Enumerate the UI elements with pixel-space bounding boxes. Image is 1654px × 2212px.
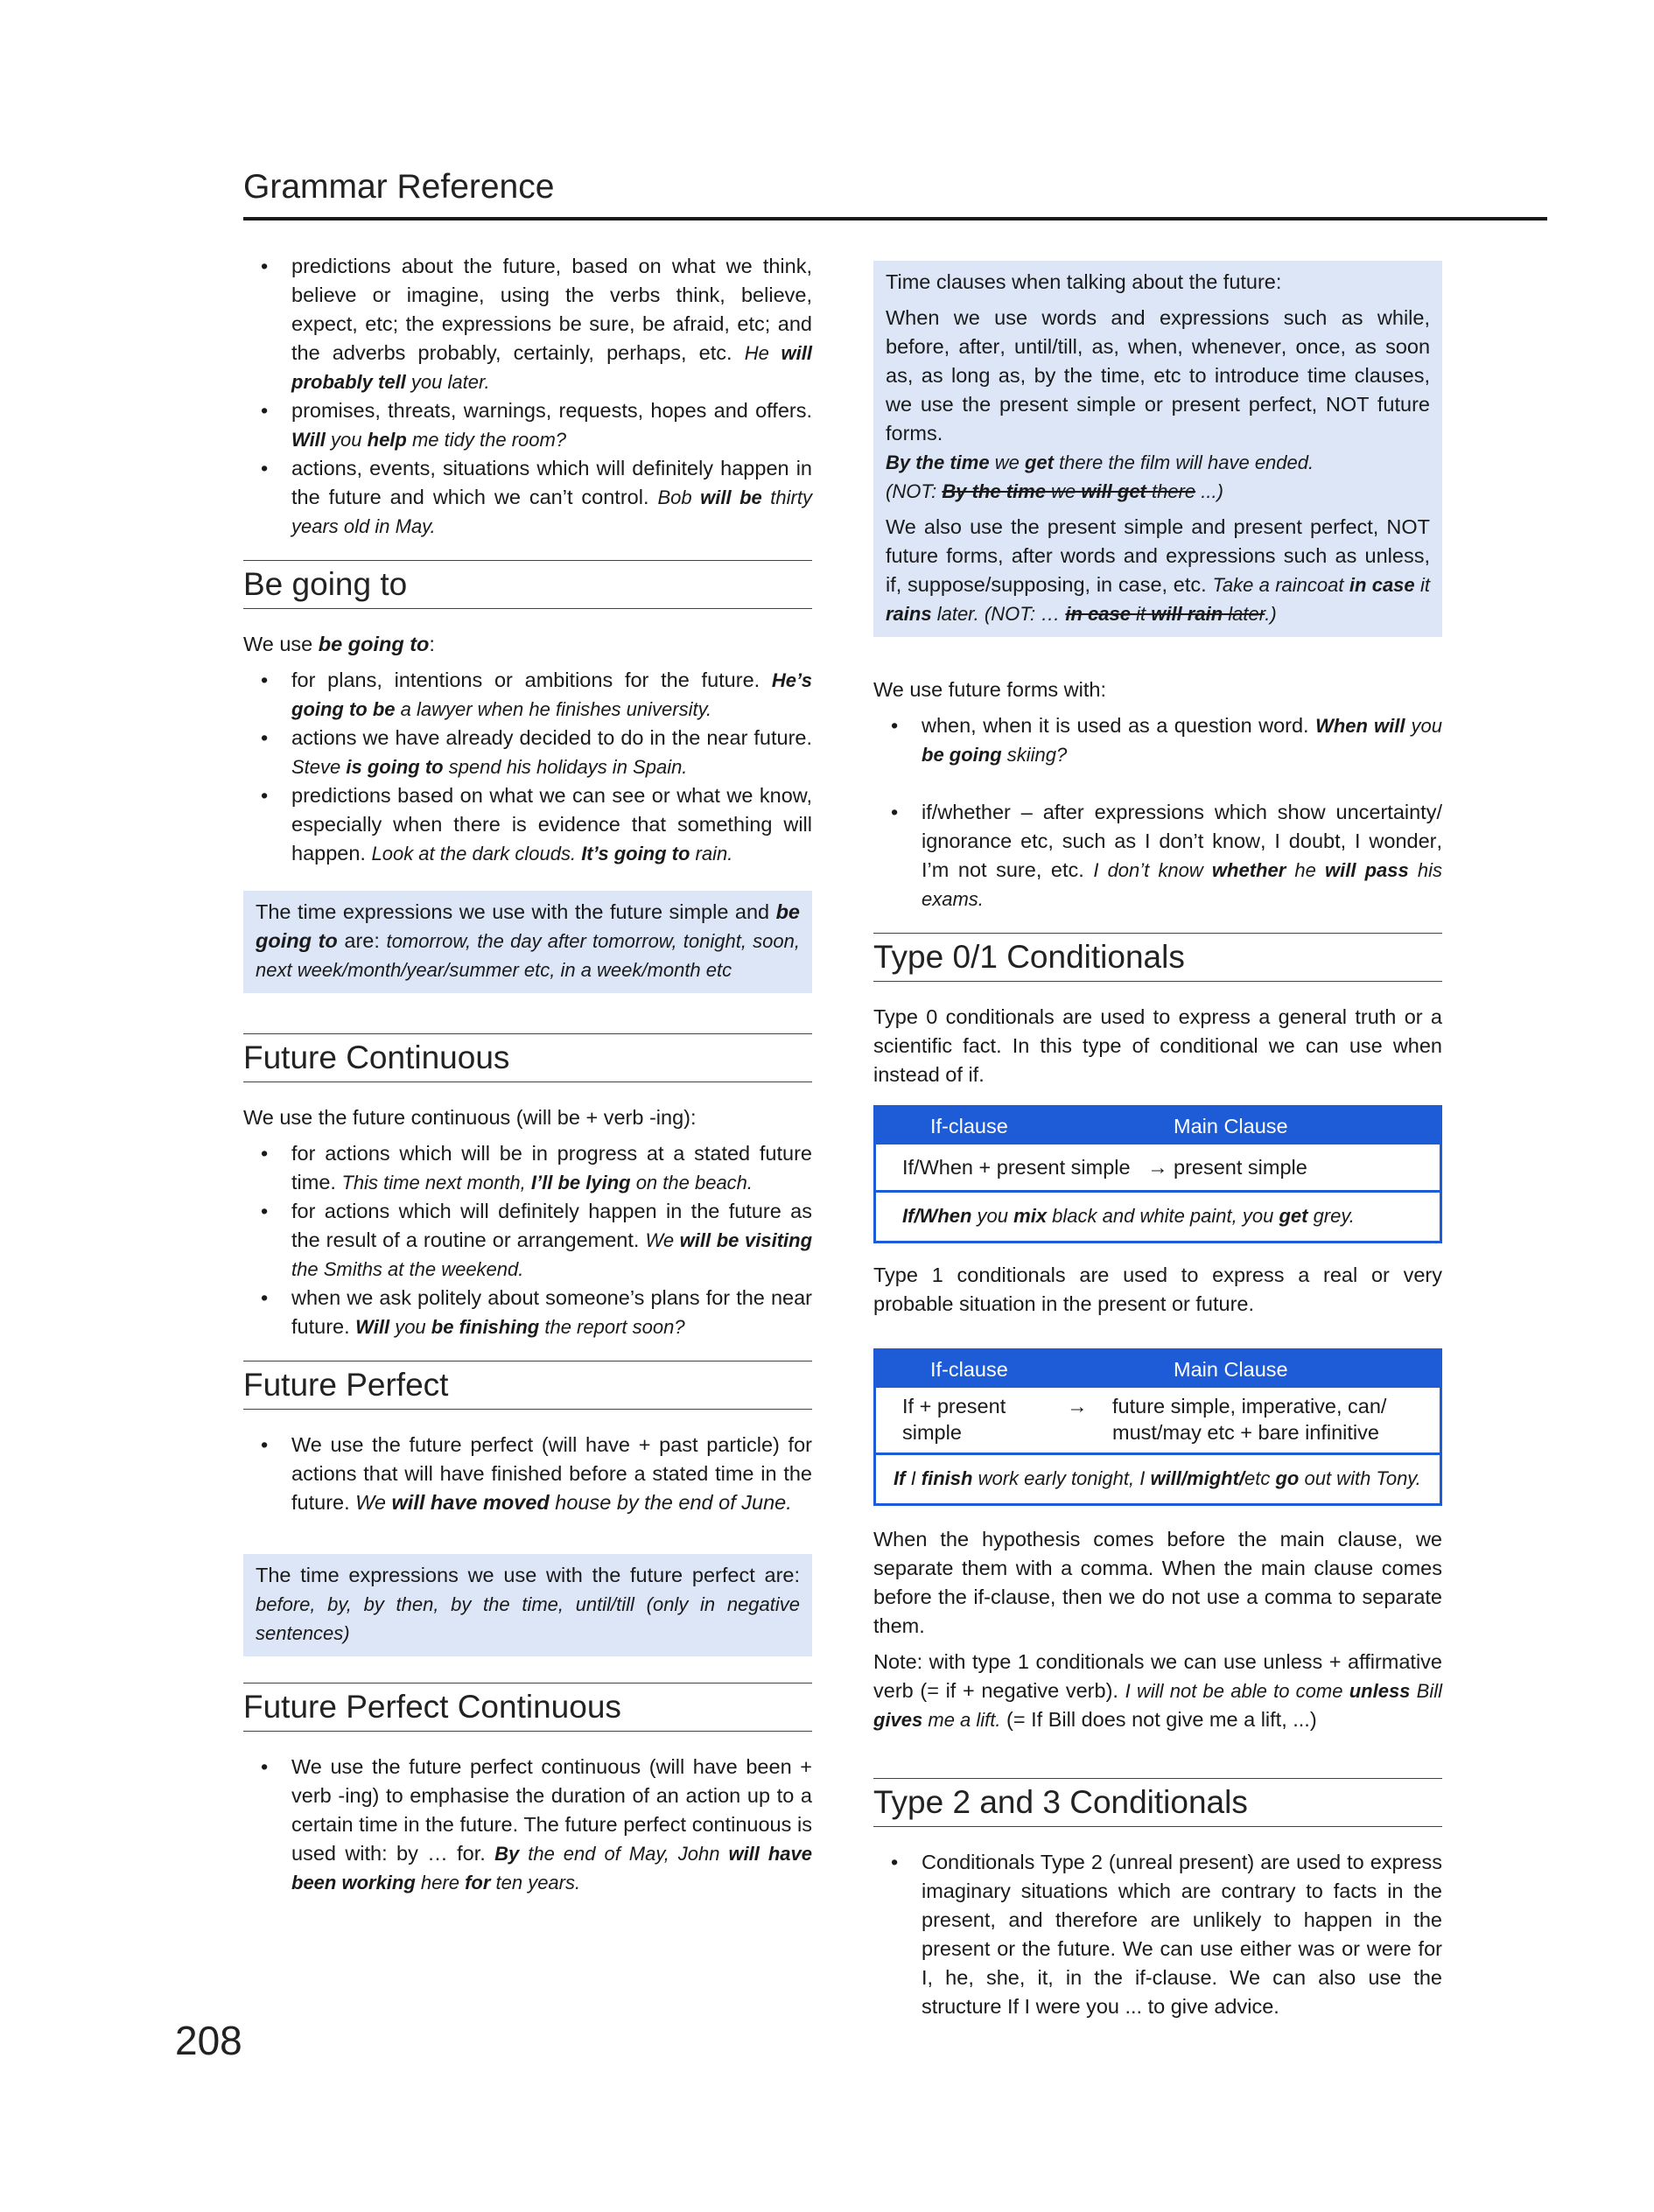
- table-row: [876, 1144, 1440, 1193]
- table-header: [876, 1351, 1440, 1388]
- be-going-to-intro: We use be going to:: [243, 633, 435, 655]
- section-title-type-2-3-conditionals: Type 2 and 3 Conditionals: [873, 1778, 1442, 1827]
- list-item: • promises, threats, warnings, requests, hopes and offers. Will you help me tidy the room?: [243, 396, 812, 454]
- left-column: [243, 252, 812, 1897]
- list-item: • when, when it is used as a question word. When will you be going skiing?: [873, 711, 1442, 769]
- list-item: • predictions about the future, based on what we think, believe or imagine, using the verbs think, believe, expect, etc; the expressions be sure, be afraid, etc; and the adverbs probably, certainly, perhaps, etc. He will probably tell you later.: [243, 252, 812, 396]
- time-expressions-text: The time expressions we use with the future simple and be going to are: tomorrow, the day after tomorrow, tonight, soon, next week/month/year/summer etc, in a week/month etc: [256, 900, 800, 981]
- comma-rule: When the hypothesis comes before the main clause, we separate them with a comma. When the main clause comes before the if-clause, then we do not use a comma to separate them.: [873, 1528, 1442, 1637]
- future-simple-uses-list: [243, 252, 812, 541]
- time-clauses-counterexample: (NOT: By the time we will get there ...): [886, 480, 1223, 502]
- section-title-be-going-to: Be going to: [243, 560, 812, 609]
- future-perfect-list: [243, 1431, 812, 1517]
- section-title-future-continuous: Future Continuous: [243, 1033, 812, 1082]
- type-2-3-list: [873, 1848, 1442, 2021]
- arrow-icon: →: [1147, 1155, 1168, 1179]
- time-clauses-example: By the time we get there the film will have ended.: [886, 452, 1314, 473]
- header-rule: [243, 217, 1547, 220]
- column-header-if-clause: If-clause: [930, 1114, 1008, 1138]
- future-forms-list: [873, 711, 1442, 914]
- future-perfect-expressions-box: [243, 1554, 812, 1656]
- column-header-main-clause: Main Clause: [1174, 1114, 1288, 1138]
- table-example: If I finish work early tonight, I will/might/etc go out with Tony.: [894, 1467, 1421, 1489]
- list-item: • when we ask politely about someone’s plans for the near future. Will you be finishing the report soon?: [243, 1284, 812, 1341]
- main-clause-cell: future simple, imperative, can/ must/may etc + bare infinitive: [1112, 1395, 1387, 1444]
- table-row: [876, 1388, 1440, 1455]
- list-item: • if/whether – after expressions which show uncertainty/ ignorance etc, such as I don’t know, I doubt, I wonder, I’m not sure, etc. I don’t know whether he will pass his exams.: [873, 798, 1442, 914]
- future-perfect-expressions-text: The time expressions we use with the future perfect are: before, by, by then, by the time, until/till (only in negative sentences): [256, 1564, 800, 1644]
- page-number: 208: [175, 2018, 242, 2063]
- type-0-table: [873, 1105, 1442, 1243]
- time-clauses-heading: Time clauses when talking about the future:: [886, 270, 1282, 293]
- list-item: • for plans, intentions or ambitions for the future. He’s going to be a lawyer when he finishes university.: [243, 666, 812, 724]
- list-item: • for actions which will be in progress at a stated future time. This time next month, I’ll be lying on the beach.: [243, 1139, 812, 1197]
- if-clause-cell: If + present simple: [902, 1395, 1006, 1444]
- be-going-to-list: [243, 666, 812, 868]
- list-item: • Conditionals Type 2 (unreal present) are used to express imaginary situations which are contrary to facts in the present, and therefore are unlikely to happen in the present or the future. We can use either was or were for I, he, she, it, in the if-clause. We can also use the structure If I were you ... to give advice.: [873, 1848, 1442, 2021]
- time-clauses-rule: When we use words and expressions such as while, before, after, until/till, as, when, whenever, once, as soon as, as long as, by the time, etc to introduce time clauses, we use the present simple or present perfect, NOT future forms.: [886, 306, 1431, 444]
- column-header-if-clause: If-clause: [930, 1357, 1008, 1381]
- future-perfect-continuous-list: [243, 1753, 812, 1897]
- list-item: • actions, events, situations which will definitely happen in the future and which we can’t control. Bob will be thirty years old in May.: [243, 454, 812, 541]
- table-header: [876, 1108, 1440, 1144]
- if-clause-cell: If/When + present simple: [902, 1155, 1131, 1179]
- list-item: • predictions based on what we can see or what we know, especially when there is evidence that something will happen. Look at the dark clouds. It’s going to rain.: [243, 781, 812, 868]
- unless-note: Note: with type 1 conditionals we can use unless + affirmative verb (= if + negative verb). I will not be able to come unless Bill gives me a lift. (= If Bill does not give me a lift, ...): [873, 1650, 1442, 1731]
- time-clauses-box: [873, 261, 1442, 637]
- list-item: • for actions which will definitely happen in the future as the result of a routine or arrangement. We will be visiting the Smiths at the weekend.: [243, 1197, 812, 1284]
- time-clauses-rule-2: We also use the present simple and present perfect, NOT future forms, after words and expressions such as unless, if, suppose/supposing, in case, etc. Take a raincoat in case it rains later. (NOT: … in case it will rain later.): [886, 515, 1430, 625]
- main-clause-cell: present simple: [1174, 1155, 1307, 1179]
- column-header-main-clause: Main Clause: [1174, 1357, 1288, 1381]
- section-title-type-0-1-conditionals: Type 0/1 Conditionals: [873, 933, 1442, 982]
- list-item: • We use the future perfect (will have + past particle) for actions that will have finished before a stated time in the future. We will have moved house by the end of June.: [243, 1431, 812, 1517]
- section-title-future-perfect-continuous: Future Perfect Continuous: [243, 1683, 812, 1732]
- list-item: • actions we have already decided to do in the near future. Steve is going to spend his holidays in Spain.: [243, 724, 812, 781]
- future-continuous-intro: We use the future continuous (will be + verb -ing):: [243, 1106, 697, 1129]
- right-column: [873, 261, 1442, 2021]
- list-item: • We use the future perfect continuous (will have been + verb -ing) to emphasise the duration of an action up to a certain time in the future. The future perfect continuous is used with: by … for. By the end of May, John will have been working here for ten years.: [243, 1753, 812, 1897]
- type-0-description: Type 0 conditionals are used to express a general truth or a scientific fact. In this type of conditional we can use when instead of if.: [873, 1005, 1442, 1086]
- section-title-future-perfect: Future Perfect: [243, 1361, 812, 1410]
- type-1-description: Type 1 conditionals are used to express a real or very probable situation in the present or future.: [873, 1264, 1442, 1315]
- future-continuous-list: [243, 1139, 812, 1341]
- page-header-title: Grammar Reference: [243, 168, 555, 206]
- future-forms-intro: We use future forms with:: [873, 678, 1107, 701]
- type-1-table: [873, 1348, 1442, 1506]
- arrow-icon: →: [1067, 1395, 1088, 1418]
- time-expressions-box: [243, 891, 812, 993]
- table-example: If/When you mix black and white paint, you get grey.: [902, 1205, 1355, 1227]
